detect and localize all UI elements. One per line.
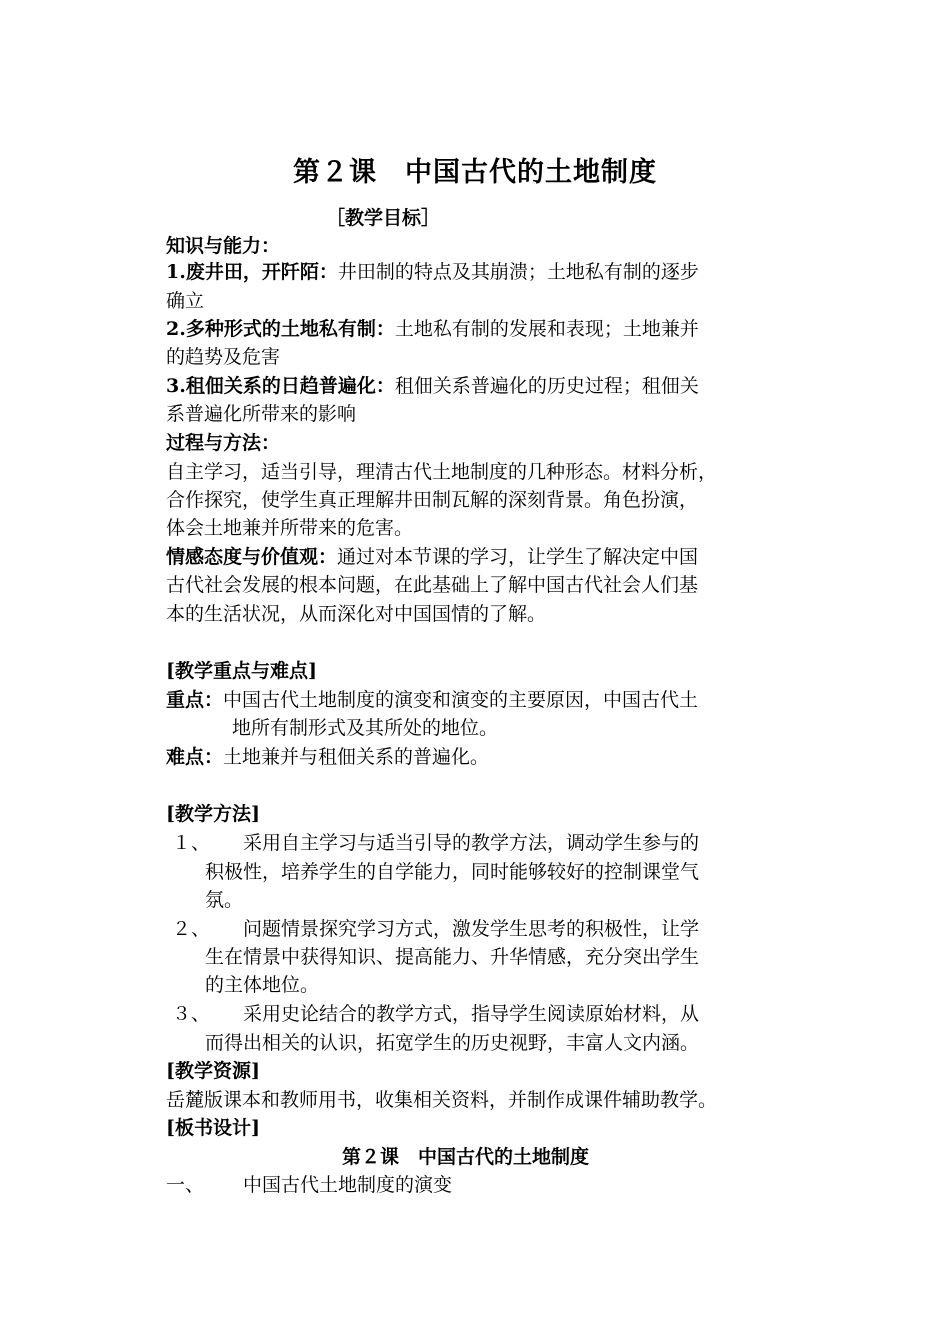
methods-header: [教学方法] bbox=[166, 803, 260, 825]
resources-header: [教学资源] bbox=[166, 1060, 260, 1082]
knowledge-item-2-label: 2.多种形式的土地私有制： bbox=[166, 318, 395, 340]
emotion-label: 情感态度与价值观： bbox=[166, 546, 338, 568]
board-header: [板书设计] bbox=[166, 1117, 260, 1139]
method-2-num: ２、 bbox=[172, 918, 211, 940]
knowledge-item-1-label: 1.废井田，开阡陌： bbox=[166, 261, 338, 283]
emotion-text: 通过对本节课的学习，让学生了解决定中国 bbox=[337, 546, 699, 568]
emotion-line-1 bbox=[166, 543, 698, 571]
process-line-2: 合作探究，使学生真正理解井田制瓦解的深刻背景。角色扮演， bbox=[166, 489, 699, 511]
keypoints-header: [教学重点与难点] bbox=[166, 660, 317, 682]
key-point-text: 中国古代土地制度的演变和演变的主要原因，中国古代土 bbox=[223, 689, 699, 711]
knowledge-item-3-cont: 系普遍化所带来的影响 bbox=[166, 403, 357, 425]
method-1-line-3: 氛。 bbox=[205, 889, 244, 911]
knowledge-item-1-text: 井田制的特点及其崩溃；土地私有制的逐步 bbox=[337, 261, 699, 283]
page-title: 第２课 中国古代的土地制度 bbox=[293, 157, 657, 188]
key-point-label: 重点： bbox=[166, 689, 224, 711]
board-item-1-num: 一、 bbox=[166, 1174, 205, 1196]
knowledge-item-3 bbox=[166, 372, 699, 400]
difficulty-text: 土地兼并与租佃关系的普遍化。 bbox=[223, 746, 490, 768]
difficulty-point bbox=[166, 743, 489, 771]
emotion-line-3: 本的生活状况，从而深化对中国国情的了解。 bbox=[166, 603, 547, 625]
objectives-header: ［教学目标］ bbox=[326, 207, 441, 229]
method-1-line-1: 采用自主学习与适当引导的教学方法，调动学生参与的 bbox=[243, 832, 700, 854]
method-1-num: １、 bbox=[172, 832, 211, 854]
method-2-line-1: 问题情景探究学习方式，激发学生思考的积极性，让学 bbox=[243, 918, 700, 940]
process-line-1: 自主学习，适当引导，理清古代土地制度的几种形态。材料分析， bbox=[166, 461, 718, 483]
method-1-line-2: 积极性，培养学生的自学能力，同时能够较好的控制课堂气 bbox=[205, 861, 700, 883]
knowledge-heading: 知识与能力： bbox=[166, 235, 281, 257]
key-point-cont: 地所有制形式及其所处的地位。 bbox=[232, 717, 499, 739]
process-heading: 过程与方法： bbox=[166, 432, 281, 454]
knowledge-item-2-cont: 的趋势及危害 bbox=[166, 346, 281, 368]
board-title: 第２课 中国古代的土地制度 bbox=[342, 1146, 590, 1168]
knowledge-item-1-cont: 确立 bbox=[166, 290, 205, 312]
method-2-line-3: 的主体地位。 bbox=[205, 974, 320, 996]
knowledge-item-2 bbox=[166, 315, 699, 343]
difficulty-label: 难点： bbox=[166, 746, 224, 768]
knowledge-item-3-label: 3.租佃关系的日趋普遍化： bbox=[166, 375, 395, 397]
key-point bbox=[166, 686, 698, 714]
board-item-1-text: 中国古代土地制度的演变 bbox=[243, 1174, 453, 1196]
method-3-num: ３、 bbox=[172, 1003, 211, 1025]
resources-text: 岳麓版课本和教师用书，收集相关资料，并制作成课件辅助教学。 bbox=[166, 1089, 718, 1111]
method-3-line-2: 而得出相关的认识，拓宽学生的历史视野，丰富人文内涵。 bbox=[205, 1032, 700, 1054]
emotion-line-2: 古代社会发展的根本问题，在此基础上了解中国古代社会人们基 bbox=[166, 574, 699, 596]
knowledge-item-2-text: 土地私有制的发展和表现；土地兼并 bbox=[394, 318, 699, 340]
knowledge-item-3-text: 租佃关系普遍化的历史过程；租佃关 bbox=[394, 375, 699, 397]
process-line-3: 体会土地兼并所带来的危害。 bbox=[166, 517, 414, 539]
knowledge-item-1 bbox=[166, 258, 699, 286]
method-3-line-1: 采用史论结合的教学方式，指导学生阅读原始材料，从 bbox=[243, 1003, 700, 1025]
method-2-line-2: 生在情景中获得知识、提高能力、升华情感，充分突出学生 bbox=[205, 946, 700, 968]
